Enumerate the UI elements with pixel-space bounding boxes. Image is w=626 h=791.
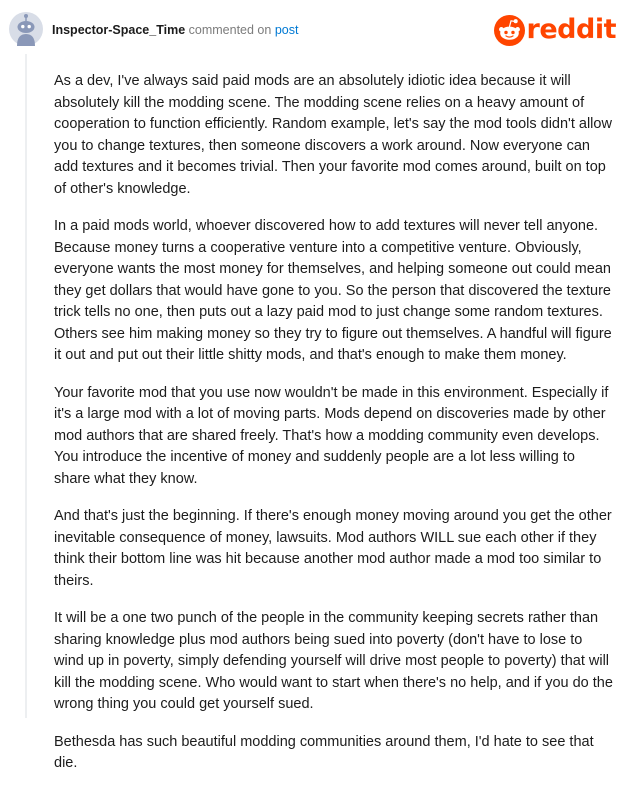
reddit-logo [494, 13, 616, 47]
comment-header [0, 0, 626, 60]
commented-on-label: commented on [188, 23, 272, 37]
comment-body [54, 71, 614, 791]
username-link[interactable]: Inspector-Space_Time [52, 23, 186, 37]
reddit-snoo-icon [494, 15, 525, 46]
comment-paragraph: Bethesda has such beautiful modding communities around them, I'd hate to see that die. [54, 733, 594, 771]
comment-paragraph: It will be a one two punch of the people in the community keeping secrets rather than sharing knowledge plus mod authors being sued into poverty (don't have to lose to wind up in poverty, simply defending yourself will drive most people to poverty) that will kill the modding scene. Who would want to start when there's no help, and if you do the wrong thing you could get yourself sued. [54, 610, 613, 712]
comment-paragraph: Your favorite mod that you use now wouldn't be made in this environment. Especially if it's a large mod with a lot of moving parts. Mods depend on discoveries made by other mod authors that are shared freely. That's how a modding community even develops. You introduce the incentive of money and suddenly people are a lot less willing to share what they know. [54, 384, 609, 487]
comment-byline [52, 22, 298, 38]
thread-line[interactable] [25, 54, 27, 718]
comment-paragraph: And that's just the beginning. If there's enough money moving around you get the other inevitable consequence of money, lawsuits. Mod authors WILL sue each other if they think their bottom line was hit because another mod author made a mod too similar to theirs. [54, 508, 612, 589]
user-avatar-icon[interactable] [9, 12, 43, 46]
post-link[interactable]: post [274, 23, 299, 37]
comment-paragraph: As a dev, I've always said paid mods are an absolutely idiotic idea because it will absolutely kill the modding scene. The modding scene relies on a heavy amount of cooperation to function efficiently. Random example, let's say the mod tools didn't allow you to change textures, then someone discovers a work around. Now everyone can add textures and it becomes trivial. Then your favorite mod comes around, built on top of other's knowledge. [54, 73, 612, 197]
reddit-wordmark: reddit [526, 14, 616, 45]
comment-paragraph: In a paid mods world, whoever discovered how to add textures will never tell anyone. Because money turns a cooperative venture into a competitive venture. Obviously, everyone wants the most money for themselves, and helping someone out could mean they get dollars that would have gone to you. So the person that discovered the texture trick tells no one, then puts out a lazy paid mod to just change some random textures. Others see him making money so they try to figure out themselves. A handful will figure it out and put out their little shitty mods, and that's enough to make them money. [54, 218, 612, 363]
